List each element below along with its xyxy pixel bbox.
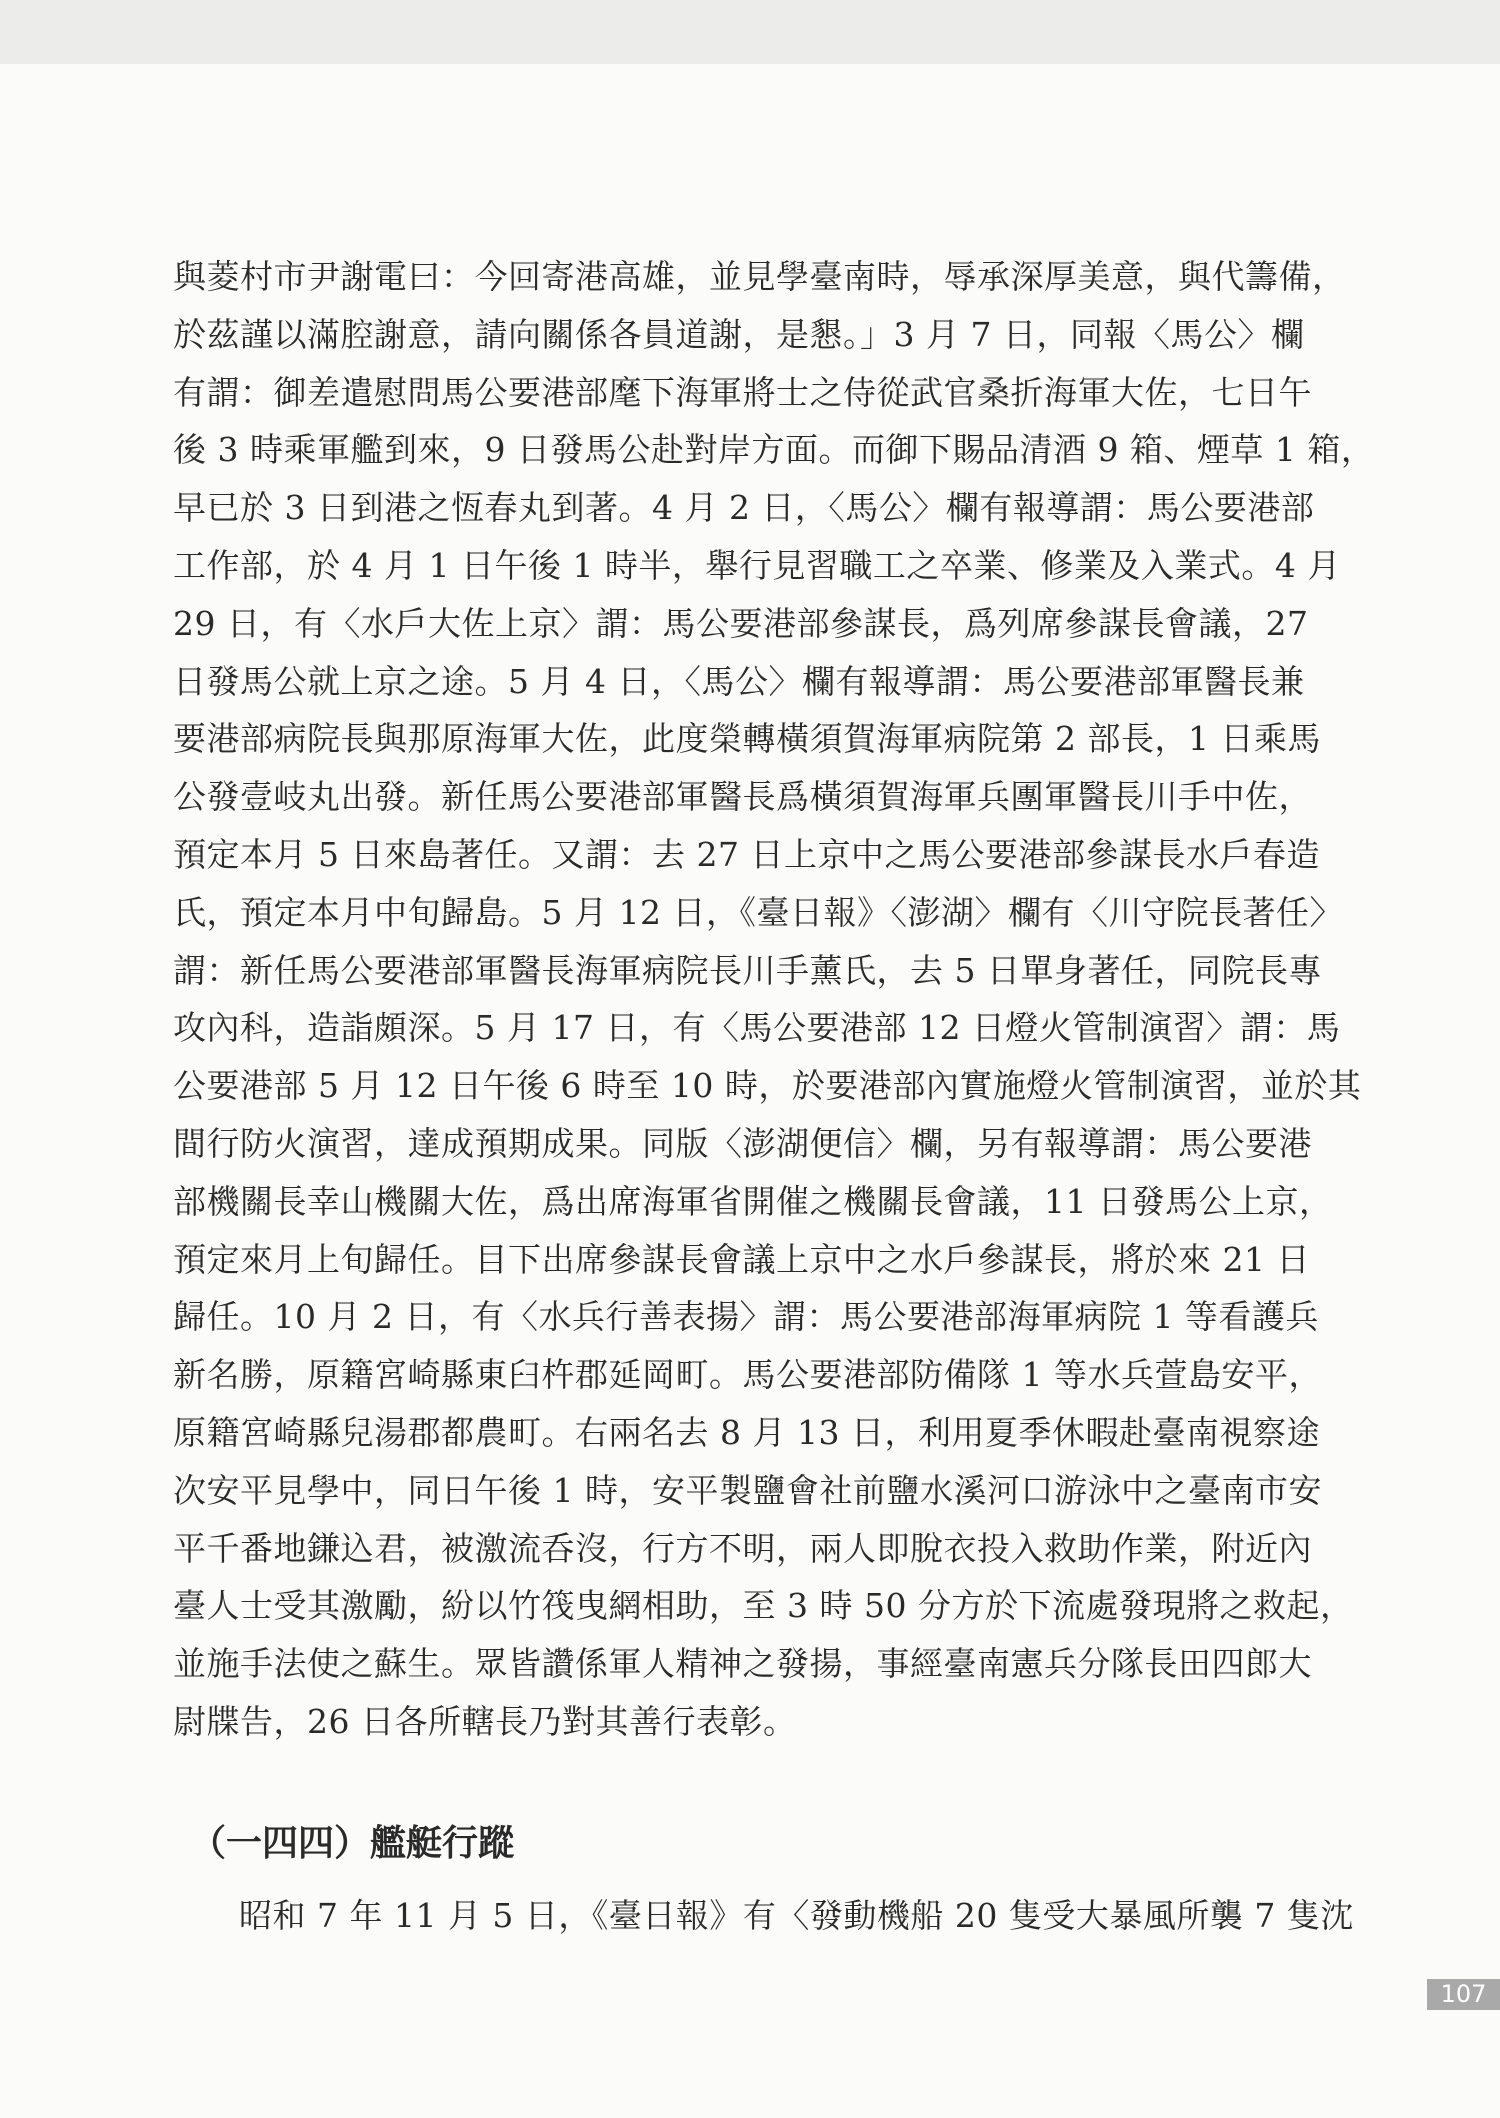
text-line: 29 日，有〈水戶大佐上京〉謂：馬公要港部參謀長，爲列席參謀長會議，27	[173, 603, 1309, 643]
section-heading: （一四四）艦艇行蹤	[190, 1823, 515, 1864]
text-line: 預定來月上旬歸任。目下出席參謀長會議上京中之水戶參謀長，將於來 21 日	[173, 1239, 1310, 1279]
text-line: 部機關長幸山機關大佐，爲出席海軍省開催之機關長會議，11 日發馬公上京，	[173, 1181, 1333, 1221]
text-line: 攻內科，造詣頗深。5 月 17 日，有〈馬公要港部 12 日燈火管制演習〉謂：馬	[173, 1008, 1341, 1048]
text-line: 平千番地鎌込君，被激流呑沒，行方不明，兩人即脫衣投入救助作業，附近內	[173, 1528, 1312, 1568]
text-line: 新名勝，原籍宮崎縣東臼杵郡延岡町。馬公要港部防備隊 1 等水兵萱島安平，	[173, 1355, 1322, 1395]
text-line: 臺人士受其激勵，紛以竹筏曳網相助，至 3 時 50 分方於下流處發現將之救起，	[173, 1586, 1354, 1626]
text-line: 歸任。10 月 2 日，有〈水兵行善表揚〉謂：馬公要港部海軍病院 1 等看護兵	[173, 1297, 1319, 1337]
text-line: 尉牒告，26 日各所轄長乃對其善行表彰。	[173, 1701, 797, 1741]
text-line: 謂：新任馬公要港部軍醫長海軍病院長川手薰氏，去 5 日單身著任，同院長專	[173, 950, 1322, 990]
text-line: 於茲謹以滿腔謝意，請向關係各員道謝，是懇。」3 月 7 日，同報〈馬公〉欄	[173, 314, 1305, 354]
text-line: 有謂：御差遣慰問馬公要港部麾下海軍將士之侍從武官桑折海軍大佐，七日午	[173, 372, 1312, 412]
text-line: 昭和 7 年 11 月 5 日，《臺日報》有〈發動機船 20 隻受大暴風所襲 7 隻沈	[239, 1896, 1354, 1935]
text-line: 公發壹岐丸出發。新任馬公要港部軍醫長爲橫須賀海軍兵團軍醫長川手中佐，	[173, 777, 1312, 817]
text-line: 要港部病院長與那原海軍大佐，此度榮轉橫須賀海軍病院第 2 部長，1 日乘馬	[173, 719, 1321, 759]
text-line: 預定本月 5 日來島著任。又謂：去 27 日上京中之馬公要港部參謀長水戶春造	[173, 834, 1320, 874]
body-text	[173, 248, 1375, 1751]
text-line: 間行防火演習，達成預期成果。同版〈澎湖便信〉欄，另有報導謂：馬公要港	[173, 1123, 1312, 1163]
text-line: 原籍宮崎縣兒湯郡都農町。右兩名去 8 月 13 日，利用夏季休暇赴臺南視察途	[173, 1412, 1320, 1452]
text-line: 次安平見學中，同日午後 1 時，安平製鹽會社前鹽水溪河口游泳中之臺南市安	[173, 1470, 1322, 1510]
text-line: 日發馬公就上京之途。5 月 4 日，〈馬公〉欄有報導謂：馬公要港部軍醫長兼	[173, 661, 1305, 701]
text-line: 並施手法使之蘇生。眾皆讚係軍人精神之發揚，事經臺南憲兵分隊長田四郎大	[173, 1644, 1312, 1684]
text-line: 後 3 時乘軍艦到來，9 日發馬公赴對岸方面。而御下賜品清酒 9 箱、煙草 1 箱，	[173, 430, 1375, 470]
text-line: 工作部，於 4 月 1 日午後 1 時半，舉行見習職工之卒業、修業及入業式。4 月	[173, 545, 1341, 585]
text-line: 氏，預定本月中旬歸島。5 月 12 日，《臺日報》〈澎湖〉欄有〈川守院長著任〉	[173, 892, 1343, 932]
page-top-band	[0, 0, 1500, 64]
text-line: 公要港部 5 月 12 日午後 6 時至 10 時，於要港部內實施燈火管制演習，並於其	[173, 1066, 1362, 1106]
page-number: 107	[1427, 1979, 1500, 2010]
text-line: 與菱村市尹謝電曰：今回寄港高雄，並見學臺南時，辱承深厚美意，與代籌備，	[173, 257, 1346, 296]
section-paragraph	[173, 1887, 1354, 1945]
text-line: 早已於 3 日到港之恆春丸到著。4 月 2 日，〈馬公〉欄有報導謂：馬公要港部	[173, 488, 1315, 528]
